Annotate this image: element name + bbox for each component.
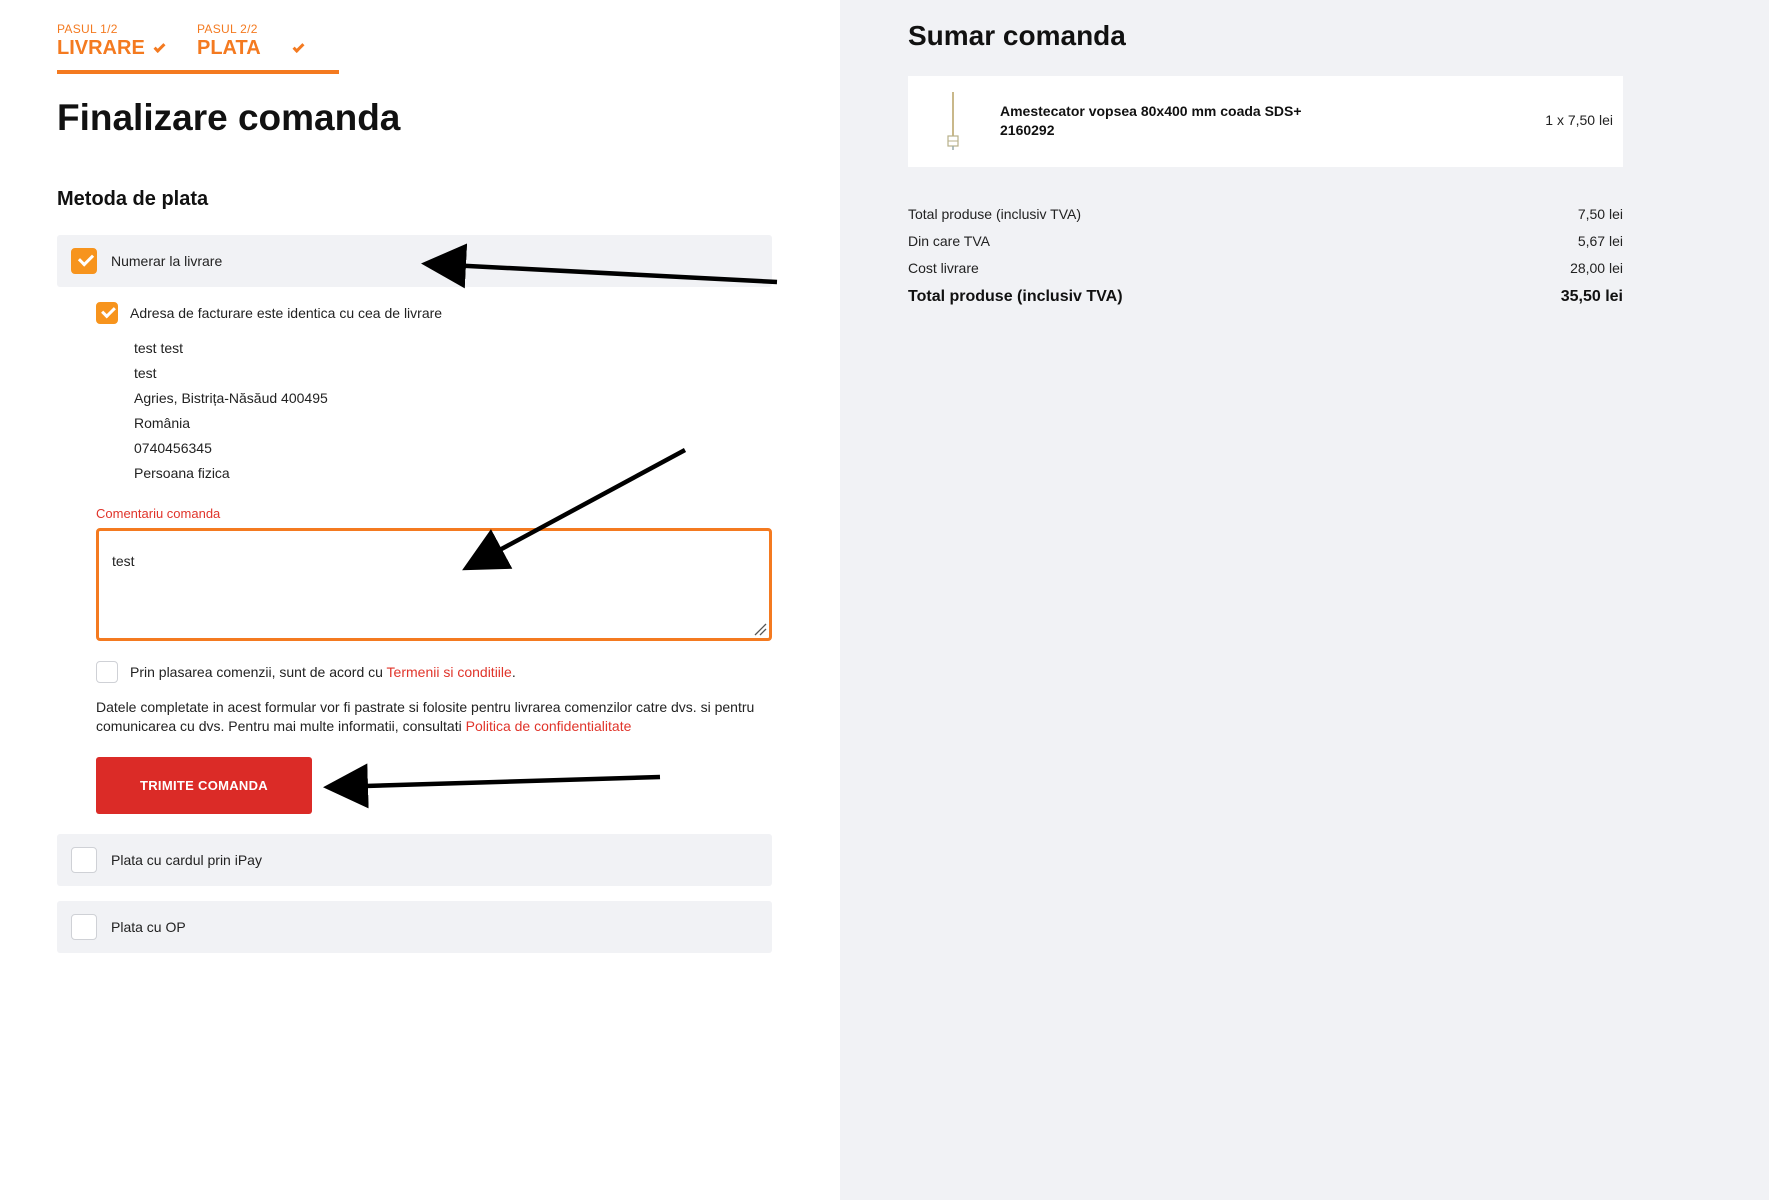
comment-textarea[interactable] (96, 528, 772, 641)
step-label: PLATA (197, 37, 261, 59)
product-name[interactable]: Amestecator vopsea 80x400 mm coada SDS+ 2160292 (1000, 103, 1302, 138)
submit-order-button[interactable]: TRIMITE COMANDA (96, 757, 312, 814)
address-line: test (134, 365, 157, 381)
total-row (908, 231, 1623, 258)
billing-same-address-row[interactable] (96, 302, 442, 324)
checkbox-unchecked-icon[interactable] (71, 914, 97, 940)
checkbox-unchecked-icon[interactable] (71, 847, 97, 873)
check-icon (153, 40, 165, 52)
step-number: PASUL 1/2 (57, 22, 118, 36)
total-value: 28,00 lei (1570, 260, 1623, 276)
terms-text: Prin plasarea comenzii, sunt de acord cu (130, 664, 387, 680)
grand-total-row (908, 287, 1623, 314)
payment-option-card[interactable] (57, 834, 772, 886)
checkbox-unchecked-icon[interactable] (96, 661, 118, 683)
address-line: România (134, 415, 191, 431)
step-label: LIVRARE (57, 37, 145, 59)
check-icon (292, 40, 304, 52)
total-value: 5,67 lei (1577, 233, 1623, 249)
payment-method-title: Metoda de plata (57, 188, 209, 210)
summary-title: Sumar comanda (908, 20, 1126, 51)
terms-row[interactable] (96, 661, 516, 683)
checkout-steps (57, 22, 339, 74)
terms-label (130, 664, 516, 680)
order-summary-panel (840, 0, 1769, 1200)
product-qty-price: 1 x 7,50 lei (1545, 112, 1613, 128)
billing-address (134, 338, 328, 488)
resize-handle-icon[interactable] (753, 622, 767, 636)
payment-option-op[interactable] (57, 901, 772, 953)
address-line: test test (134, 340, 184, 356)
comment-label: Comentariu comanda (96, 506, 221, 521)
billing-same-address-label: Adresa de facturare este identica cu cea de livrare (130, 305, 443, 321)
address-line: Agries, Bistrița-Năsăud 400495 (134, 390, 328, 406)
privacy-notice (96, 698, 776, 736)
grand-total-value: 35,50 lei (1560, 288, 1623, 305)
total-value: 7,50 lei (1577, 206, 1623, 222)
page-title: Finalizare comanda (57, 97, 401, 138)
product-card (908, 76, 1623, 167)
step-livrare[interactable] (57, 22, 165, 60)
order-totals (908, 204, 1623, 314)
payment-option-cash[interactable] (57, 235, 772, 287)
terms-suffix: . (511, 664, 516, 680)
payment-option-label: Plata cu cardul prin iPay (111, 852, 262, 868)
payment-option-label: Numerar la livrare (111, 253, 223, 269)
payment-option-label: Plata cu OP (111, 919, 186, 935)
address-line: 0740456345 (134, 440, 212, 456)
total-row (908, 204, 1623, 231)
total-label: Din care TVA (908, 233, 990, 249)
step-plata[interactable] (197, 22, 304, 60)
step-number: PASUL 2/2 (197, 22, 258, 36)
total-label: Cost livrare (908, 260, 979, 276)
total-label: Total produse (inclusiv TVA) (908, 206, 1081, 222)
privacy-policy-link[interactable]: Politica de confidentialitate (465, 718, 632, 734)
address-line: Persoana fizica (134, 465, 230, 481)
checkbox-checked-icon[interactable] (71, 248, 97, 274)
checkbox-checked-icon[interactable] (96, 302, 118, 324)
terms-link[interactable]: Termenii si conditiile (386, 664, 512, 680)
total-row (908, 258, 1623, 285)
product-image-icon[interactable] (944, 90, 962, 152)
privacy-text: Datele completate in acest formular vor fi pastrate si folosite pentru livrarea comenzilor catre dvs. si pentru comunicarea cu dvs. Pentru mai multe informatii, consultati (96, 699, 755, 734)
grand-total-label: Total produse (inclusiv TVA) (908, 288, 1123, 305)
